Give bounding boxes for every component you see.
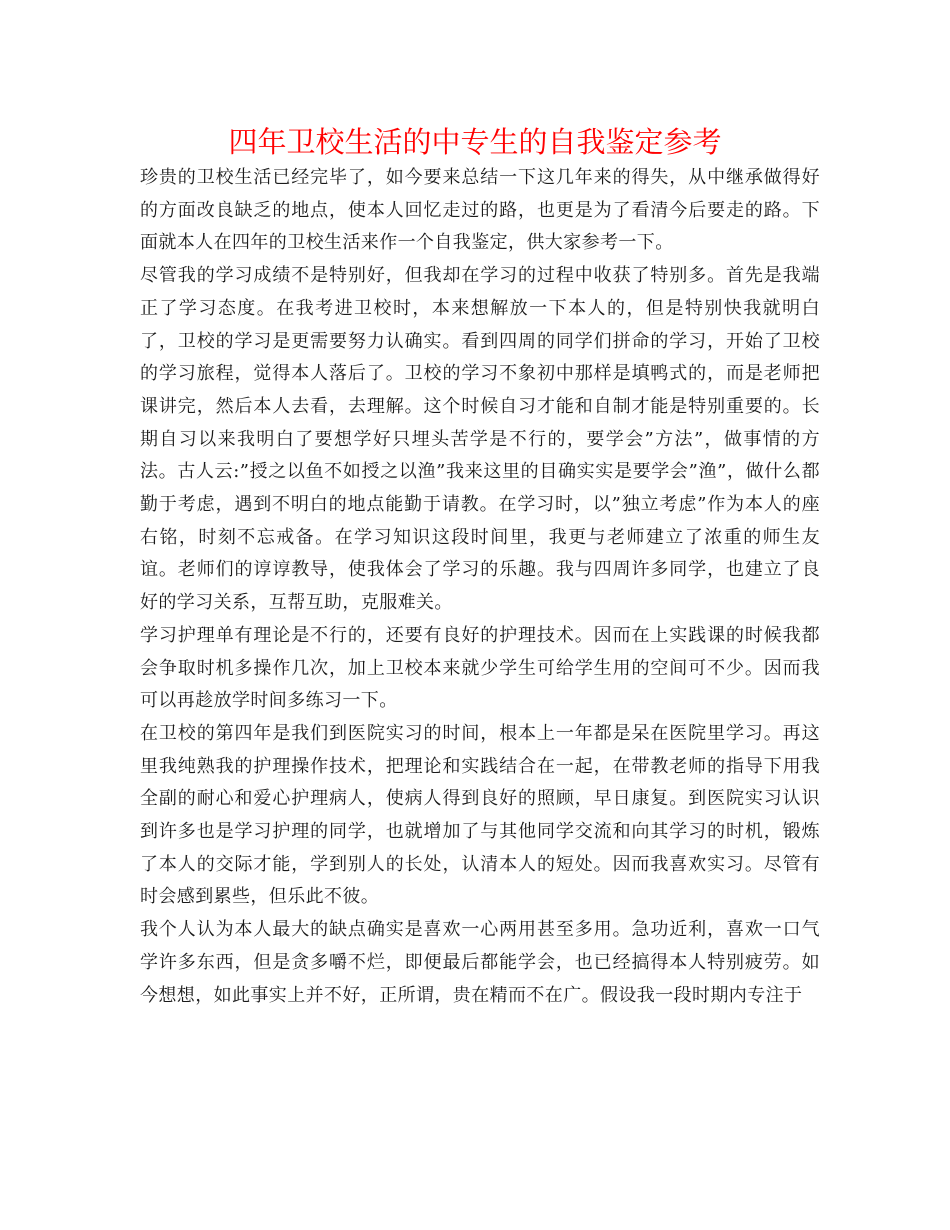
paragraph-intro: 珍贵的卫校生活已经完毕了，如今要来总结一下这几年来的得失，从中继承做得好的方面改良缺乏的地点，使本人回忆走过的路，也更是为了看清今后要走的路。下面就本人在四年的卫校生活来作一个自我鉴定，供大家参考一下。 bbox=[140, 167, 820, 254]
paragraph-study: 尽管我的学习成绩不是特别好，但我却在学习的过程中收获了特别多。首先是我端正了学习态度。在我考进卫校时，本来想解放一下本人的，但是特别快我就明白了，卫校的学习是更需要努力认确实。看到四周的同学们拼命的学习，开始了卫校的学习旅程，觉得本人落后了。卫校的学习不象初中那样是填鸭式的，而是老师把课讲完，然后本人去看，去理解。这个时候自习才能和自制才能是特别重要的。长期自习以来我明白了要想学好只埋头苦学是不行的，要学会”方法”，做事情的方法。古人云:”授之以鱼不如授之以渔”我来这里的目确实实是要学会”渔”，做什么都勤于考虑，遇到不明白的地点能勤于请教。在学习时，以”独立考虑”作为本人的座右铭，时刻不忘戒备。在学习知识这段时间里，我更与老师建立了浓重的师生友谊。老师们的谆谆教导，使我体会了学习的乐趣。我与四周许多同学，也建立了良好的学习关系，互帮互助，克服难关。 bbox=[140, 265, 820, 614]
paragraph-practice: 学习护理单有理论是不行的，还要有良好的护理技术。因而在上实践课的时候我都会争取时机多操作几次，加上卫校本来就少学生可给学生用的空间可不少。因而我可以再趁放学时间多练习一下。 bbox=[140, 624, 820, 712]
paragraph-shortcoming: 我个人认为本人最大的缺点确实是喜欢一心两用甚至多用。急功近利，喜欢一口气学许多东西，但是贪多嚼不烂，即便最后都能学会，也已经搞得本人特别疲劳。如今想想，如此事实上并不好，正所谓，贵在精而不在广。假设我一段时期内专注于 bbox=[140, 919, 820, 1006]
document-title: 四年卫校生活的中专生的自我鉴定参考 bbox=[228, 125, 722, 159]
paragraph-internship: 在卫校的第四年是我们到医院实习的时间，根本上一年都是呆在医院里学习。再这里我纯熟我的护理操作技术，把理论和实践结合在一起，在带教老师的指导下用我全副的耐心和爱心护理病人，使病人得到良好的照顾，早日康复。到医院实习认识到许多也是学习护理的同学，也就增加了与其他同学交流和向其学习的时机，锻炼了本人的交际才能，学到别人的长处，认清本人的短处。因而我喜欢实习。尽管有时会感到累些，但乐此不彼。 bbox=[140, 722, 820, 908]
document-body bbox=[140, 162, 820, 1012]
